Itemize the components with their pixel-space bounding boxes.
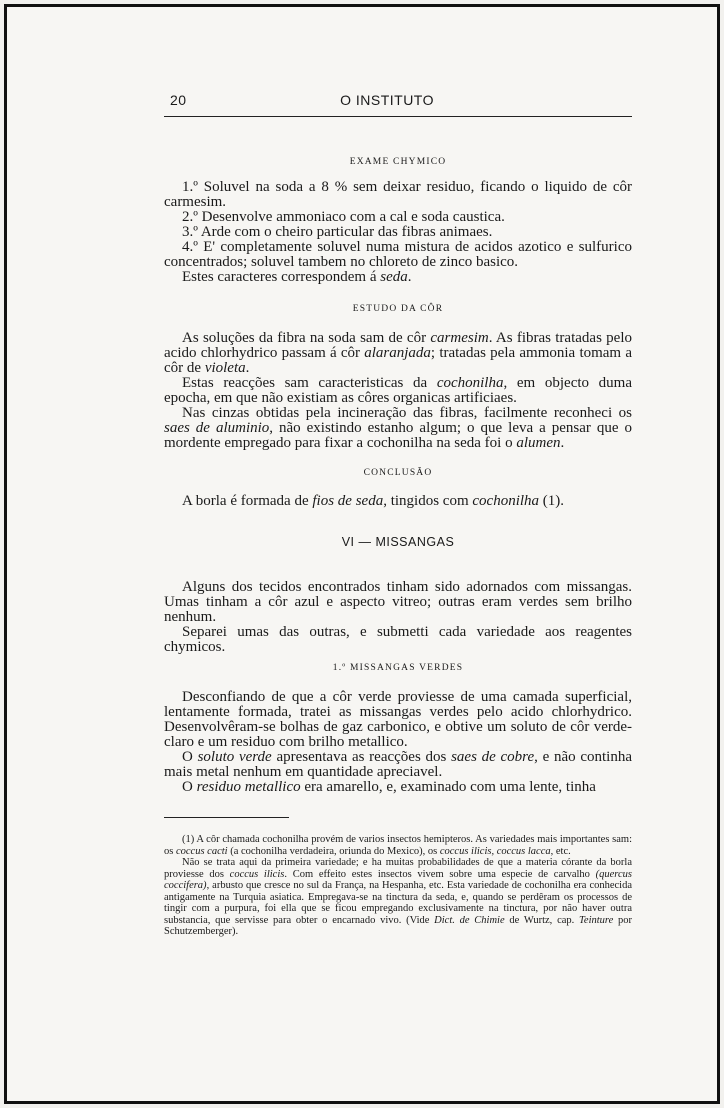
- chapter-heading-missangas: VI — MISSANGAS: [341, 535, 455, 549]
- section-heading-estudo: ESTUDO DA CÔR: [352, 304, 444, 314]
- missangas-paragraph-3: Desconfiando de que a côr verde proviesse de uma camada superficial, lentamente formada, tratei as missangas verdes pelo acido chlorhydrico. Desenvolvêram-se bolhas de gaz carbonico, e obtive um soluto de côr verde-claro e um residuo com brilho metallico.: [164, 689, 632, 750]
- conclusao-text: A borla é formada de fios de seda, tingidos com cochonilha (1).: [182, 493, 565, 509]
- missangas-paragraph-2: Separei umas das outras, e submetti cada variedade aos reagentes chymicos.: [164, 624, 632, 655]
- missangas-paragraph-5: O residuo metallico era amarello, e, examinado com uma lente, tinha: [182, 779, 596, 795]
- estudo-paragraph-3: Nas cinzas obtidas pela incineração das fibras, facilmente reconheci os saes de aluminio, não existindo estanho algum; o que leva a pensar que o mordente empregado para fixar a cochonilha na seda foi o alumen.: [164, 405, 632, 451]
- section-heading-conclusao: CONCLUSÃO: [363, 468, 433, 478]
- estudo-paragraph-1: As soluções da fibra na soda sam de côr carmesim. As fibras tratadas pelo acido chlorhydrico passam á côr alaranjada; tratadas pela ammonia tomam a côr de violeta.: [164, 330, 632, 376]
- footnote-paragraph-2: Não se trata aqui da primeira variedade; e ha muitas probabilidades de que a materia córante da borla proviesse dos coccus ilicis. Com effeito estes insectos vivem sobre uma especie de carvalho (quercus coccifera), arbusto que cresce no sul da França, na Hespanha, etc. Esta variedade de cochonilha era conhecida antigamente na Turquia asiatica. Empregava-se na tinctura da seda, e, quando se perdêram os processos de tingir com a purpura, foi ella que se ficou empregando exclusivamente na tinctura, por não haver outra substancia, que servisse para obter o encarnado vivo. (Vide Dict. de Chimie de Wurtz, cap. Teinture por Schutzemberger).: [164, 857, 633, 937]
- section-heading-exame: EXAME CHYMICO: [349, 157, 447, 167]
- estudo-paragraph-2: Estas reacções sam caracteristicas da cochonilha, em objecto duma epocha, em que não existiam as côres organicas artificiaes.: [164, 375, 632, 406]
- exame-item-2: 2.º Desenvolve ammoniaco com a cal e soda caustica.: [182, 209, 505, 225]
- exame-item-4: 4.º E' completamente soluvel numa mistura de acidos azotico e sulfurico concentrados; soluvel tambem no chloreto de zinco basico.: [164, 239, 632, 270]
- document-page: [164, 92, 632, 938]
- exame-item-1: 1.º Soluvel na soda a 8 % sem deixar residuo, ficando o liquido de côr carmesim.: [164, 179, 632, 210]
- page-number: 20: [170, 92, 187, 108]
- running-title: O INSTITUTO: [340, 92, 434, 108]
- sub-heading-missangas-verdes: 1.º MISSANGAS VERDES: [332, 663, 464, 673]
- running-header: [164, 92, 632, 117]
- missangas-paragraph-1: Alguns dos tecidos encontrados tinham sido adornados com missangas. Umas tinham a côr azul e aspecto vitreo; outras eram verdes sem brilho nenhum.: [164, 579, 632, 625]
- footnote-paragraph-1: (1) A côr chamada cochonilha provém de varios insectos hemipteros. As variedades mais importantes sam: os coccus cacti (a cochonilha verdadeira, oriunda do Mexico), os coccus ilicis, coccus lacca, etc.: [164, 834, 632, 857]
- exame-item-3: 3.º Arde com o cheiro particular das fibras animaes.: [182, 224, 493, 240]
- exame-conclusion: Estes caracteres correspondem á seda.: [182, 269, 412, 285]
- missangas-paragraph-4: O soluto verde apresentava as reacções dos saes de cobre, e não continha mais metal nenhum em quantidade apreciavel.: [164, 749, 632, 780]
